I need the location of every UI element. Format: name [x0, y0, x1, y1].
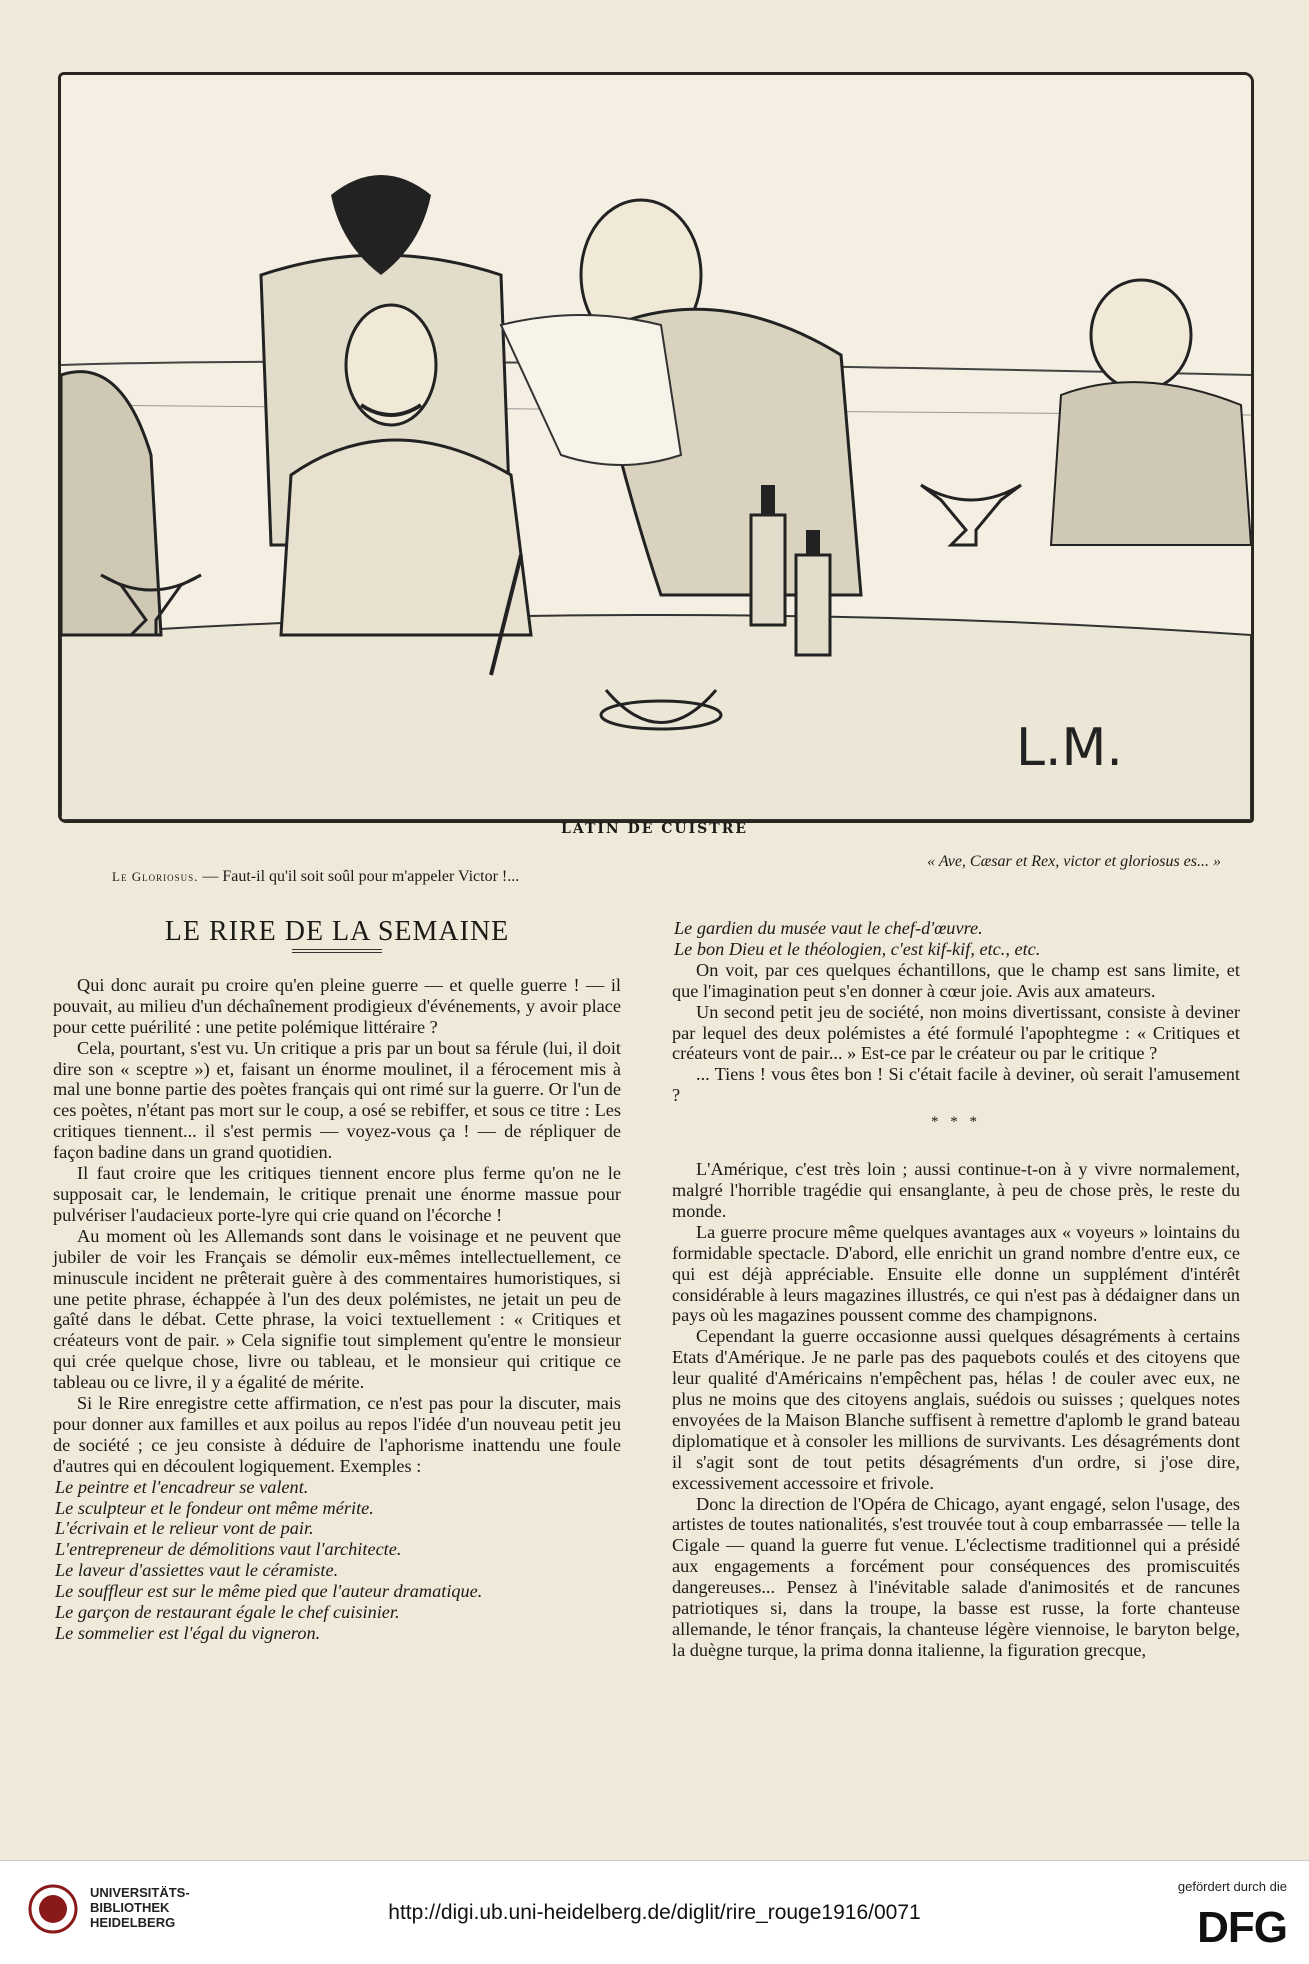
paragraph: L'Amérique, c'est très loin ; aussi continue-t-on à y vivre normalement, malgré l'horrible tragédie qui ensanglante, à peu de chose près, le reste du monde. — [672, 1159, 1240, 1221]
illustration-title: LATIN DE CUISTRE — [561, 821, 748, 837]
caption-speaker: Le Gloriosus. — [112, 869, 199, 884]
maxim: Le sculpteur et le fondeur ont même mérite. — [55, 1497, 374, 1518]
paragraph: Qui donc aurait pu croire qu'en pleine guerre — et quelle guerre ! — il pouvait, au milieu d'un déchaînement prodigieux d'événements, y avoir place pour cette puérilité : une petite polémique littéraire ? — [53, 974, 621, 1037]
paragraph: Au moment où les Allemands sont dans le voisinage et ne peuvent que jubiler de voir les Français se démolir eux-mêmes intellectuellement, ce minuscule incident ne prêterait guère à des commentaires humoristiques, si une petite phrase, échappée à l'un des deux polémistes, ne jetait un peu de gaîté dans le débat. Cette phrase, la voici textuellement : « Critiques et créateurs vont de pair. » Cela signifie tout simplement qu'entre le monsieur qui crée quelque chose, livre ou tableau, et le monsieur qui critique ce tableau ou ce livre, il y a égalité de mérite. — [53, 1225, 621, 1393]
article-left-column — [53, 918, 621, 1644]
heading-rule — [292, 949, 382, 953]
dfg-logo: DFG — [1197, 1903, 1287, 1952]
cartoon-illustration — [58, 72, 1254, 823]
paragraph: Un second petit jeu de société, non moins divertissant, consiste à deviner par lequel des deux polémistes a été formulé l'apophtegme : « Critiques et créateurs vont de pair... » Est-ce par le créateur ou par le critique ? — [672, 1001, 1240, 1064]
paragraph: Cela, pourtant, s'est vu. Un critique a pris par un bout sa férule (lui, il doit dire son « sceptre ») et, faisant un énorme moulinet, il a férocement mis à mal une bonne partie des poètes français qui ont rimé sur la guerre. Or l'un de ces poètes, n'étant pas mort sur le coup, a osé se rebiffer, et sous ce titre : Les critiques tiennent... il s'est permis — voyez-vous ça ! — de répliquer de façon badine dans un grand quotidien. — [53, 1037, 621, 1163]
cartoon-drawing — [61, 75, 1251, 820]
maxim: Le bon Dieu et le théologien, c'est kif-kif, etc., etc. — [674, 938, 1041, 959]
maxim: Le souffleur est sur le même pied que l'auteur dramatique. — [55, 1581, 483, 1602]
funded-by-label: gefördert durch die — [1177, 1879, 1287, 1894]
maxim: Le garçon de restaurant égale le chef cuisinier. — [55, 1602, 400, 1623]
paragraph: On voit, par ces quelques échantillons, que le champ est sans limite, et que l'imagination peut s'en donner à cœur joie. Avis aux amateurs. — [672, 959, 1240, 1001]
footer-bar — [0, 1860, 1309, 1964]
maxim: L'entrepreneur de démolitions vaut l'architecte. — [55, 1539, 402, 1560]
paragraph: Donc la direction de l'Opéra de Chicago, ayant engagé, selon l'usage, des artistes de toutes nationalités, s'est trouvée tout à coup embarrassée — telle la Cigale — quand la guerre fut venue. L'éclectisme traditionnel qui a présidé aux engagements a forcément pour conséquences des promiscuités dangereuses... Pensez à l'inévitable salade d'animosités et de rancunes patriotiques si, dans la troupe, la basse est russe, la forte chanteuse allemande, le ténor français, la chanteuse légère viennoise, le baryton belge, la duègne turque, la prima donna italienne, la figuration grecque, — [672, 1493, 1240, 1660]
caption-speech: — Faut-il qu'il soit soûl pour m'appeler Victor !... — [198, 868, 520, 885]
article-heading: LE RIRE DE LA SEMAINE — [164, 916, 510, 947]
maxim: Le laveur d'assiettes vaut le céramiste. — [55, 1560, 339, 1581]
maxim: L'écrivain et le relieur vont de pair. — [55, 1518, 314, 1539]
illustration-caption-dialogue — [112, 868, 519, 886]
paragraph: ... Tiens ! vous êtes bon ! Si c'était facile à deviner, où serait l'amusement ? — [672, 1064, 1240, 1106]
source-url-link[interactable]: http://digi.ub.uni-heidelberg.de/diglit/rire_rouge1916/0071 — [388, 1901, 921, 1924]
maxim: Le peintre et l'encadreur se valent. — [55, 1476, 309, 1497]
section-stars: * * * — [931, 1114, 981, 1131]
paragraph: Cependant la guerre occasionne aussi quelques désagréments à certains Etats d'Amérique. Je ne parle pas des paquebots coulés et des citoyens que leur qualité d'Américains n'empêchent pas, hélas ! de couler avec eux, ne plus ne moins que des citoyens anglais, suédois ou suisses ; quelques notes envoyées de la Maison Blanche suffisent à remettre d'aplomb le grand bateau diplomatique et à consoler les millions de survivants. Les désagréments dont il s'agit sont de tout petits désagréments d'un ordre, si j'ose dire, excessivement accessoire et frivole. — [672, 1326, 1240, 1493]
library-name: UNIVERSITÄTS- BIBLIOTHEK HEIDELBERG — [90, 1885, 190, 1930]
paragraph: La guerre procure même quelques avantages aux « voyeurs » lointains du formidable spectacle. D'abord, elle enrichit un grand nombre d'entre eux, ce qui est déjà appréciable. Ensuite elle donne un supplément d'intérêt considérable à leurs magazines illustrés, ce qui n'est pas à dédaigner dans un pays où les magazines poussent comme des champignons. — [672, 1221, 1240, 1326]
maxim: Le sommelier est l'égal du vigneron. — [55, 1623, 321, 1643]
maxim: Le gardien du musée vaut le chef-d'œuvre. — [674, 918, 983, 938]
paragraph: Il faut croire que les critiques tiennent encore plus ferme qu'on ne le supposait car, le lendemain, le critique prenait une énorme massue pour pulvériser l'audacieux porte-lyre qui crie quand on l'écorche ! — [53, 1163, 621, 1225]
artist-signature: L.M. — [1016, 718, 1123, 778]
article-right-column — [672, 918, 1240, 1661]
paragraph: Si le Rire enregistre cette affirmation, ce n'est pas pour la discuter, mais pour donner aux familles et aux poilus au repos l'idée d'un nouveau petit jeu de société ; ce jeu consiste à déduire de l'aphorisme inattendu une foule d'autres qui en découlent logiquement. Exemples : — [53, 1393, 621, 1476]
illustration-caption-quote: « Ave, Cæsar et Rex, victor et gloriosus es... » — [927, 853, 1221, 870]
